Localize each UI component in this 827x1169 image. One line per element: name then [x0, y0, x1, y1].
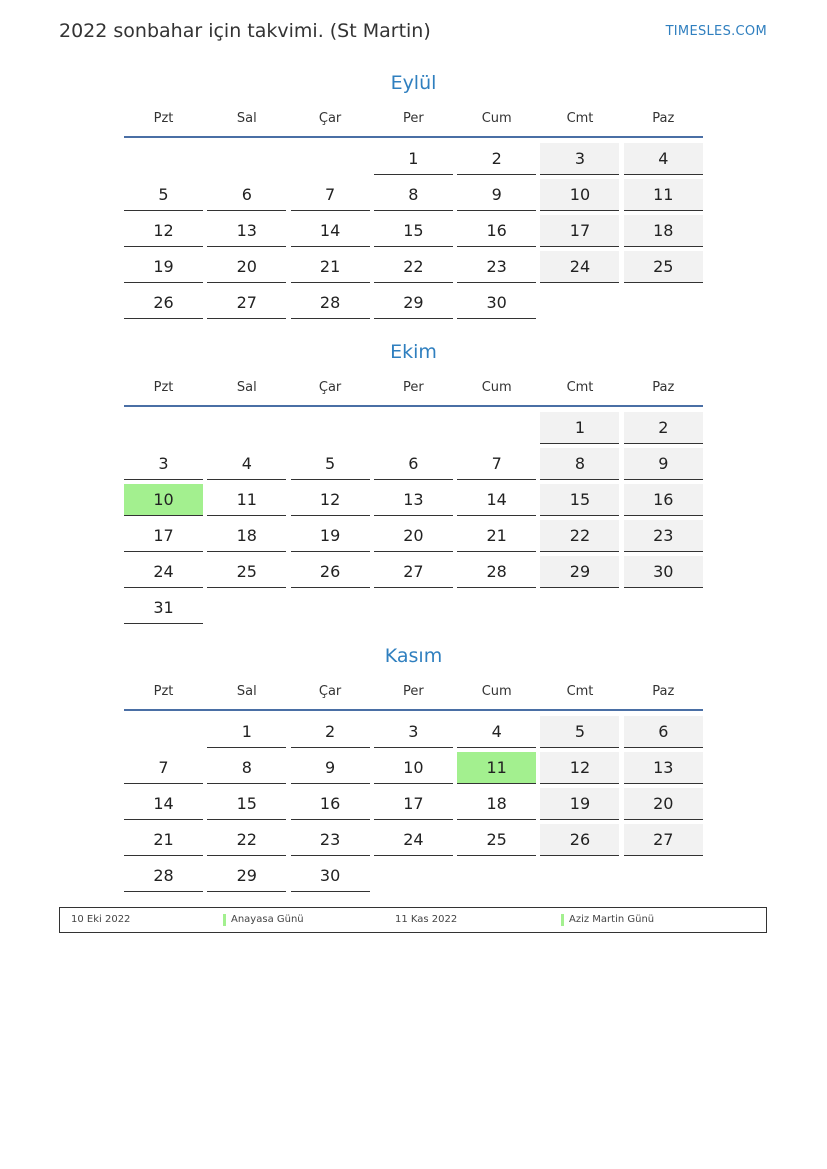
day-cell: 21 [291, 251, 370, 283]
day-cell: 25 [207, 556, 286, 588]
day-cell: 26 [540, 824, 619, 856]
day-cell: 4 [624, 143, 703, 175]
day-cell: 16 [291, 788, 370, 820]
weekday-label: Paz [652, 379, 675, 395]
day-cell: 22 [207, 824, 286, 856]
day-cell: 23 [457, 251, 536, 283]
day-cell: 22 [374, 251, 453, 283]
day-cell: 26 [124, 287, 203, 319]
weekday-label: Paz [652, 683, 675, 699]
day-cell: 2 [457, 143, 536, 175]
day-cell: 6 [207, 179, 286, 211]
day-cell: 27 [374, 556, 453, 588]
day-cell: 5 [124, 179, 203, 211]
day-cell: 17 [374, 788, 453, 820]
day-cell: 7 [124, 752, 203, 784]
day-cell: 27 [624, 824, 703, 856]
legend-name-1: Anayasa Günü [231, 914, 304, 925]
day-cell: 20 [207, 251, 286, 283]
day-cell: 19 [124, 251, 203, 283]
day-cell: 14 [291, 215, 370, 247]
day-cell: 10 [540, 179, 619, 211]
day-grid [124, 412, 703, 624]
empty-cell [291, 143, 370, 174]
day-cell: 16 [624, 484, 703, 516]
day-cell: 5 [540, 716, 619, 748]
page-title: 2022 sonbahar için takvimi. (St Martin) [59, 20, 431, 42]
day-cell: 12 [124, 215, 203, 247]
weekday-label: Sal [236, 110, 257, 126]
weekday-label: Cmt [566, 379, 594, 395]
weekday-label: Pzt [153, 379, 174, 395]
day-cell: 25 [457, 824, 536, 856]
day-cell: 24 [124, 556, 203, 588]
day-cell: 23 [624, 520, 703, 552]
day-cell: 9 [291, 752, 370, 784]
weekday-header [124, 103, 703, 133]
day-cell: 6 [624, 716, 703, 748]
day-grid [124, 716, 703, 892]
day-cell: 3 [124, 448, 203, 480]
day-cell: 28 [124, 860, 203, 892]
day-cell: 15 [374, 215, 453, 247]
weekday-label: Cum [481, 110, 512, 126]
weekday-label: Per [403, 379, 424, 395]
day-cell: 30 [457, 287, 536, 319]
header-divider [124, 709, 703, 711]
weekday-header [124, 372, 703, 402]
day-cell: 15 [540, 484, 619, 516]
day-cell: 16 [457, 215, 536, 247]
header-divider [124, 405, 703, 407]
empty-cell [457, 412, 536, 443]
day-cell: 3 [374, 716, 453, 748]
day-cell: 10 [374, 752, 453, 784]
day-cell: 29 [540, 556, 619, 588]
day-cell: 11 [207, 484, 286, 516]
weekday-label: Cum [481, 379, 512, 395]
day-cell: 2 [624, 412, 703, 444]
weekday-label: Cum [481, 683, 512, 699]
month-name: Eylül [390, 72, 437, 94]
empty-cell [291, 412, 370, 443]
day-cell: 19 [291, 520, 370, 552]
month-october [124, 337, 703, 624]
day-cell: 3 [540, 143, 619, 175]
month-september [124, 68, 703, 319]
day-cell: 17 [124, 520, 203, 552]
legend-name-2: Aziz Martin Günü [569, 914, 655, 925]
day-cell: 18 [457, 788, 536, 820]
day-cell: 14 [457, 484, 536, 516]
weekday-label: Per [403, 683, 424, 699]
day-cell: 7 [291, 179, 370, 211]
day-cell: 18 [207, 520, 286, 552]
month-name: Ekim [390, 341, 437, 363]
day-cell: 15 [207, 788, 286, 820]
day-cell: 24 [374, 824, 453, 856]
month-name: Kasım [384, 645, 443, 667]
day-cell: 22 [540, 520, 619, 552]
empty-cell [124, 412, 203, 443]
day-cell: 17 [540, 215, 619, 247]
day-cell: 8 [540, 448, 619, 480]
weekday-label: Cmt [566, 683, 594, 699]
legend-date-1: 10 Eki 2022 [71, 914, 131, 925]
day-cell: 5 [291, 448, 370, 480]
day-cell: 31 [124, 592, 203, 624]
empty-cell [124, 716, 203, 747]
weekday-label: Per [403, 110, 424, 126]
legend-date-2: 11 Kas 2022 [395, 914, 458, 925]
empty-cell [207, 143, 286, 174]
day-cell: 11 [624, 179, 703, 211]
legend-swatch-2 [561, 914, 564, 926]
weekday-label: Pzt [153, 110, 174, 126]
day-cell: 28 [291, 287, 370, 319]
day-cell: 19 [540, 788, 619, 820]
day-cell: 13 [207, 215, 286, 247]
day-cell: 1 [540, 412, 619, 444]
holiday-day-cell: 11 [457, 752, 536, 784]
day-cell: 25 [624, 251, 703, 283]
month-november [124, 641, 703, 892]
day-cell: 6 [374, 448, 453, 480]
day-cell: 29 [374, 287, 453, 319]
weekday-label: Cmt [566, 110, 594, 126]
day-cell: 30 [291, 860, 370, 892]
day-cell: 13 [374, 484, 453, 516]
empty-cell [207, 412, 286, 443]
weekday-label: Çar [318, 110, 342, 126]
weekday-label: Pzt [153, 683, 174, 699]
day-cell: 26 [291, 556, 370, 588]
day-cell: 1 [374, 143, 453, 175]
day-cell: 21 [124, 824, 203, 856]
legend-swatch-1 [223, 914, 226, 926]
weekday-label: Sal [236, 379, 257, 395]
day-cell: 18 [624, 215, 703, 247]
day-cell: 30 [624, 556, 703, 588]
day-cell: 8 [207, 752, 286, 784]
day-cell: 14 [124, 788, 203, 820]
day-cell: 23 [291, 824, 370, 856]
day-cell: 2 [291, 716, 370, 748]
day-cell: 12 [291, 484, 370, 516]
day-cell: 4 [207, 448, 286, 480]
day-cell: 1 [207, 716, 286, 748]
day-cell: 7 [457, 448, 536, 480]
holiday-day-cell: 10 [124, 484, 203, 516]
day-cell: 12 [540, 752, 619, 784]
empty-cell [374, 412, 453, 443]
brand-link[interactable]: TIMESLES.COM [665, 24, 767, 39]
day-cell: 13 [624, 752, 703, 784]
day-grid [124, 143, 703, 319]
weekday-label: Çar [318, 379, 342, 395]
weekday-label: Paz [652, 110, 675, 126]
day-cell: 20 [374, 520, 453, 552]
day-cell: 27 [207, 287, 286, 319]
weekday-label: Sal [236, 683, 257, 699]
day-cell: 9 [457, 179, 536, 211]
day-cell: 28 [457, 556, 536, 588]
weekday-label: Çar [318, 683, 342, 699]
weekday-header [124, 676, 703, 706]
holiday-legend [59, 907, 767, 933]
day-cell: 4 [457, 716, 536, 748]
day-cell: 21 [457, 520, 536, 552]
day-cell: 9 [624, 448, 703, 480]
day-cell: 20 [624, 788, 703, 820]
empty-cell [124, 143, 203, 174]
header-divider [124, 136, 703, 138]
day-cell: 24 [540, 251, 619, 283]
day-cell: 8 [374, 179, 453, 211]
day-cell: 29 [207, 860, 286, 892]
